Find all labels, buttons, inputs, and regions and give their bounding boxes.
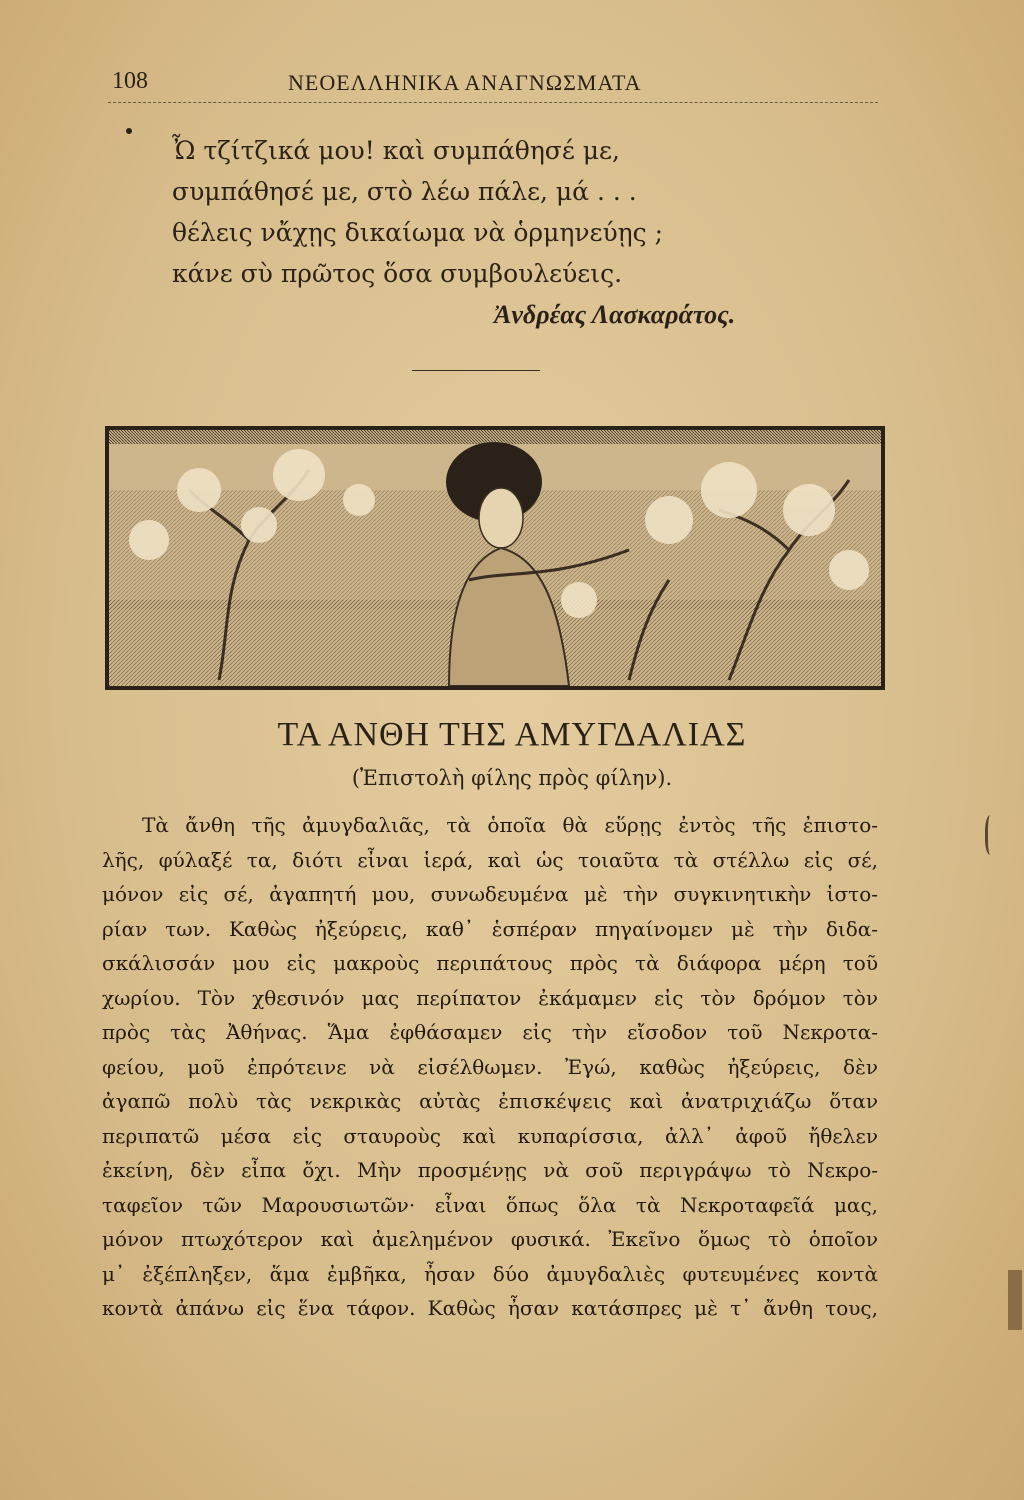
woman-almond-blossom-illustration bbox=[105, 426, 885, 690]
poem-line: κάνε σὺ πρῶτος ὅσα συμβουλεύεις. bbox=[172, 259, 623, 288]
page-header bbox=[108, 66, 878, 103]
body-line: πρὸς τὰς Ἀθήνας. Ἅμα ἐφθάσαμεν εἰς τὴν εἴσοδον τοῦ Νεκροτα- bbox=[102, 1020, 878, 1044]
poem-line: συμπάθησέ με, στὸ λέω πάλε, μά . . . bbox=[172, 177, 637, 206]
body-line: περιπατῶ μέσα εἰς σταυροὺς καὶ κυπαρίσσια, ἀλλ᾽ ἀφοῦ ἤθελεν bbox=[102, 1123, 878, 1148]
article-body bbox=[102, 808, 878, 1326]
page-number: 108 bbox=[112, 68, 148, 94]
body-line: μόνον πτωχότερον καὶ ἀμελημένον φυσικά. Ἐκεῖνο ὅμως τὸ ὁποῖον bbox=[102, 1227, 878, 1251]
body-line: ρίαν των. Καθὼς ἠξεύρεις, καθ᾽ ἑσπέραν πηγαίνομεν μὲ τὴν διδα- bbox=[102, 916, 878, 941]
body-line: μ᾽ ἐξέπληξεν, ἅμα ἐμβῆκα, ἦσαν δύο ἀμυγδαλιὲς φυτευμένες κοντὰ bbox=[102, 1261, 878, 1286]
poem-line: θέλεις νἄχῃς δικαίωμα νὰ ὁρμηνεύῃς ; bbox=[172, 218, 664, 247]
body-line: χωρίου. Τὸν χθεσινόν μας περίπατον ἐκάμαμεν εἰς τὸν δρόμον τὸν bbox=[102, 985, 878, 1010]
body-line: Τὰ ἄνθη τῆς ἀμυγδαλιᾶς, τὰ ὁποῖα θὰ εὕρῃς ἐντὸς τῆς ἐπιστο- bbox=[142, 813, 878, 837]
body-line: μόνον εἰς σέ, ἀγαπητή μου, συνωδευμένα μὲ τὴν συγκινητικὴν ἱστο- bbox=[102, 882, 878, 906]
poem-block bbox=[172, 130, 772, 294]
poem-line: Ὦ τζίτζικά μου! καὶ συμπάθησέ με, bbox=[172, 136, 620, 165]
body-line: ταφεῖον τῶν Μαρουσιωτῶν· εἶναι ὅπως ὅλα τὰ Νεκροταφεῖά μας, bbox=[102, 1192, 878, 1217]
body-line: κοντὰ ἀπάνω εἰς ἕνα τάφον. Καθὼς ἦσαν κατάσπρες μὲ τ᾽ ἄνθη τους, bbox=[102, 1296, 878, 1320]
engraving-icon bbox=[109, 430, 881, 686]
article-title: ΤΑ ΑΝΘΗ ΤΗΣ ΑΜΥΓΔΑΛΙΑΣ bbox=[277, 716, 747, 753]
margin-pencil-mark bbox=[985, 815, 998, 855]
body-line: σκάλισσάν μου εἰς μακροὺς περιπάτους πρὸς τὰ διάφορα μέρη τοῦ bbox=[102, 951, 878, 975]
body-line: ἐκείνη, δὲν εἶπα ὄχι. Μὴν προσμένῃς νὰ σοῦ περιγράψω τὸ Νεκρο- bbox=[102, 1158, 878, 1182]
running-title: ΝΕΟΕΛΛΗΝΙΚΑ ΑΝΑΓΝΩΣΜΑΤΑ bbox=[288, 70, 642, 95]
poem-author: Ἀνδρέας Λασκαράτος. bbox=[494, 300, 736, 329]
margin-dot bbox=[126, 128, 132, 134]
body-line: φείου, μοῦ ἐπρότεινε νὰ εἰσέλθωμεν. Ἐγώ, καθὼς ἠξεύρεις, δὲν bbox=[102, 1054, 878, 1079]
section-divider bbox=[412, 370, 540, 371]
body-line: ἀγαπῶ πολὺ τὰς νεκρικὰς αὐτὰς ἐπισκέψεις καὶ ἀνατριχιάζω ὅταν bbox=[102, 1089, 878, 1113]
article-subtitle: (Ἐπιστολὴ φίλης πρὸς φίλην). bbox=[351, 766, 673, 790]
body-line: λῆς, φύλαξέ τα, διότι εἶναι ἱερά, καὶ ὡς τοιαῦτα τὰ στέλλω εἰς σέ, bbox=[102, 847, 878, 872]
page-edge-tab bbox=[1008, 1270, 1022, 1330]
